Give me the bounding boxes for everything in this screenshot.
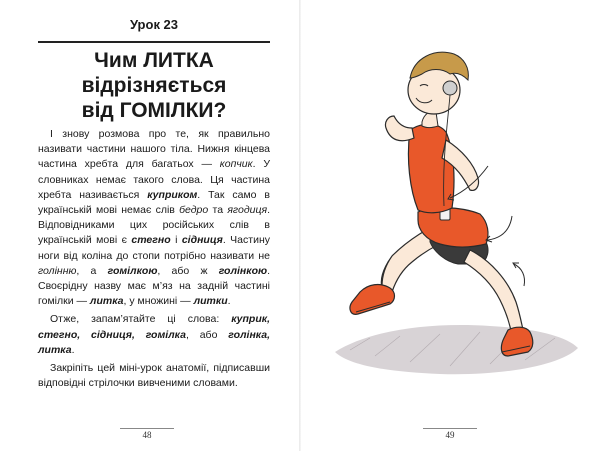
text-run: , або ж xyxy=(157,264,219,277)
term-bold: литка xyxy=(89,295,124,308)
shirt xyxy=(408,124,454,213)
page-title xyxy=(38,48,270,123)
text-run: , у множині — xyxy=(123,295,194,308)
term-italic: копчик xyxy=(219,158,253,171)
text-run: , або xyxy=(185,328,229,341)
body-text xyxy=(38,127,270,394)
paragraph xyxy=(38,361,270,391)
term-bold: куприк, стегно, сідниця, гомілка xyxy=(38,313,270,341)
text-run: . У словниках немає такого слова. Ця частина хребта називається xyxy=(38,158,270,201)
back-arm xyxy=(385,116,414,141)
text-run: . Своєрідну назву має м’яз на задній частині гомілки — xyxy=(38,264,271,308)
ground-shadow xyxy=(335,325,578,374)
folio-rule xyxy=(120,428,174,429)
page-number-left: 48 xyxy=(142,430,152,440)
term-bold: стегно xyxy=(131,234,171,247)
term-bold: гомілкою xyxy=(107,264,158,277)
term-bold: голінкою xyxy=(218,264,268,277)
title-line-3: від ГОМІЛКИ? xyxy=(81,99,227,122)
title-line-2: відрізняється xyxy=(81,74,227,97)
term-bold: литки xyxy=(193,295,228,308)
lesson-label: Урок 23 xyxy=(129,17,179,32)
text-run: . Частину ноги від коліна до стопи потрібно називати не xyxy=(38,234,270,262)
term-bold: голінка, литка xyxy=(38,328,270,356)
title-line-1: Чим ЛИТКА xyxy=(94,49,214,72)
text-run: І знову розмова про те, як правильно називати частини нашого тіла. Нижня кінцева частина хребта для багатьох — xyxy=(38,128,270,171)
paragraph xyxy=(38,127,270,309)
text-run: . xyxy=(71,343,75,356)
text-run: Отже, запам’ятайте ці слова: xyxy=(50,313,232,326)
text-run: . Так само в українській мові немає слів xyxy=(38,188,270,217)
term-bold: сідниця xyxy=(181,234,223,247)
term-bold: куприком xyxy=(147,188,198,201)
text-run: . xyxy=(227,295,231,308)
text-run: і xyxy=(170,234,182,247)
page-number-right: 49 xyxy=(445,430,455,440)
text-run: Закріпіть цей міні-урок анатомії, підписавши відповідні стрілочки вивченими словами. xyxy=(38,362,270,390)
heading-rule xyxy=(38,41,270,43)
arrow-thigh xyxy=(488,216,512,240)
term-italic: бедро xyxy=(179,204,209,217)
folio-rule xyxy=(423,428,477,429)
text-run: . Відповідниками цих російських слів в українській мові є xyxy=(38,204,270,247)
text-run: та xyxy=(208,204,228,217)
back-shoe xyxy=(350,285,395,315)
term-italic: голінню xyxy=(38,264,77,277)
text-run: , а xyxy=(76,264,108,277)
runner-illustration xyxy=(330,30,580,400)
headphones xyxy=(443,81,457,95)
term-italic: ягодиця xyxy=(227,204,268,217)
paragraph xyxy=(38,312,270,358)
